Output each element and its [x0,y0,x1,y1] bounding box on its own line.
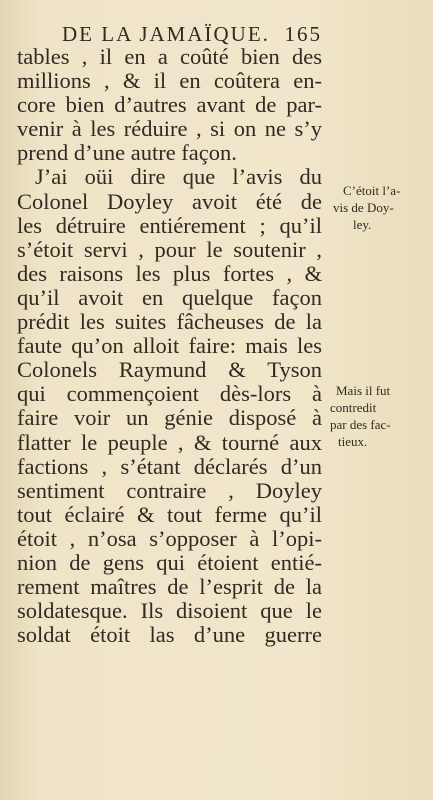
text-line: qui commençoient dès-lors à [17,381,322,407]
margin-note-line: ley. [353,217,372,232]
body-text [17,45,322,647]
text-line: Colonels Raymund & Tyson [17,357,322,383]
text-line: Colonel Doyley avoit été de [17,188,322,214]
text-line: sentiment contraire , Doyley [17,477,322,503]
text-line: prend d’une autre façon. [17,140,237,166]
margin-note-line: vis de Doy- [333,200,394,215]
text-line: soldat étoit las d’une guerre [17,622,322,648]
text-line: J’ai oüi dire que l’avis du [35,164,322,190]
margin-note-line: par des fac- [330,417,391,432]
text-line: tout éclairé & tout ferme qu’il [17,501,322,527]
text-line: tables , il en a coûté bien des [17,44,322,69]
margin-note [333,182,400,233]
text-line: faire voir un génie disposé à [17,405,322,431]
text-line: core bien d’autres avant de par- [17,92,322,118]
text-line: factions , s’étant déclarés d’un [17,453,322,479]
margin-note-line: C’étoit l’a- [343,183,401,198]
text-line: millions , & il en coûtera en- [17,68,322,94]
page-number: 165 [284,22,322,46]
margin-note-line: tieux. [338,434,368,449]
margin-note-line: Mais il fut [336,383,391,398]
text-line: étoit , n’osa s’opposer à l’opi- [17,525,322,551]
text-line: faute qu’on alloit faire: mais les [17,333,322,359]
margin-note-line: contredit [330,400,377,415]
text-line: qu’il avoit en quelque façon [17,284,322,310]
running-title: DE LA JAMAÏQUE. [62,22,270,46]
text-line: venir à les réduire , si on ne s’y [17,116,322,142]
text-line: nion de gens qui étoient entié- [17,549,322,575]
text-line: prédit les suites fâcheuses de la [17,309,322,335]
text-line: flatter le peuple , & tourné aux [17,429,322,455]
margin-note [330,382,391,450]
text-line: s’étoit servi , pour le soutenir , [17,236,322,262]
text-line: des raisons les plus fortes , & [17,260,322,286]
text-line: rement maîtres de l’esprit de la [17,574,322,600]
text-line: soldatesque. Ils disoient que le [17,598,322,624]
text-line: les détruire entiérement ; qu’il [17,212,322,238]
